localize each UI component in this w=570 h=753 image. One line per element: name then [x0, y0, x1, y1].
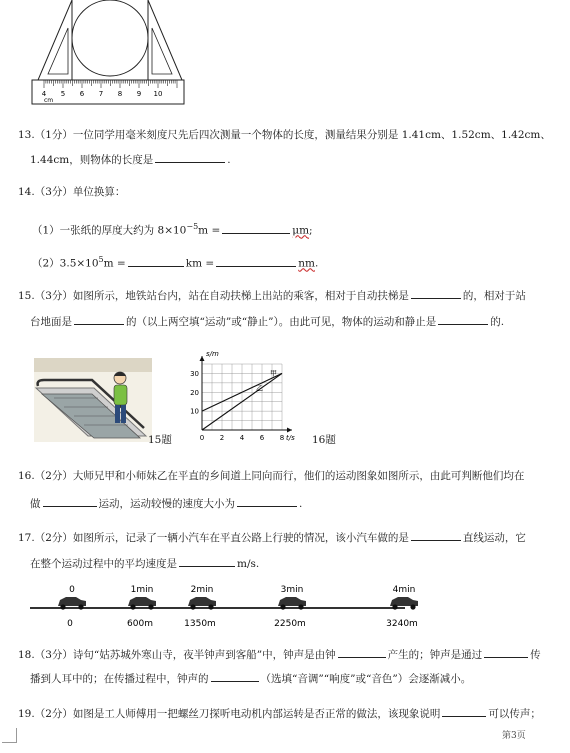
q14-p1-mid: m =: [198, 224, 221, 237]
car-distance-label: 2250m: [274, 619, 306, 629]
ruler-tick-label: 8: [117, 90, 123, 98]
q14-p2-mid: m =: [103, 257, 126, 270]
page-number: 第3页: [502, 731, 526, 741]
q18-line1c: 传: [530, 649, 541, 661]
q17-line1b: 直线运动，它: [462, 532, 526, 544]
x-tick-label: 6: [259, 434, 265, 442]
x-axis-label: t/s: [286, 434, 295, 442]
x-tick-label: 8: [279, 434, 285, 442]
ruler-tick-label: 10: [153, 90, 163, 98]
fig16-caption: 16题: [312, 434, 336, 446]
series-label-a: 甲: [270, 369, 277, 378]
q17-blank-2[interactable]: [179, 555, 235, 567]
car-time-label: 0: [69, 585, 75, 595]
question-16-line2: [30, 495, 302, 511]
question-15-line1: [18, 287, 526, 303]
q14-p2-pre: （2）3.5×10: [32, 257, 99, 270]
question-19-line1: [18, 705, 541, 721]
left-triangle: [38, 0, 72, 80]
q15-blank-2[interactable]: [74, 313, 124, 325]
q14-p1-exp: −5: [186, 222, 199, 231]
q16-blank-2[interactable]: [237, 495, 297, 507]
car-time-label: 2min: [190, 585, 214, 595]
q15-line2: 台地面是: [30, 316, 72, 328]
q15-line1b: 的，相对于站: [462, 290, 526, 302]
q13-blank[interactable]: [155, 151, 225, 163]
q15-line1: 15.（3分）如图所示，地铁站台内，站在自动扶梯上出站的乘客，相对于自动扶梯是: [18, 290, 409, 302]
ruler-circle-figure: [30, 0, 190, 110]
q14-blank-1[interactable]: [222, 222, 290, 234]
q15-blank-3[interactable]: [438, 313, 488, 325]
q14-p2-end: .: [314, 257, 319, 270]
ruler-ticks: [44, 80, 177, 88]
question-14-part2: [32, 253, 318, 271]
q18-blank-1[interactable]: [338, 646, 386, 658]
q19-line1: 19.（2分）如图是工人师傅用一把螺丝刀探听电动机内部运转是否正常的做法，该现象说明: [18, 708, 441, 720]
q16-line2: 做: [30, 498, 41, 510]
ruler-unit: cm: [44, 97, 54, 104]
question-13-line2: [30, 151, 231, 167]
x-tick-label: 0: [199, 434, 205, 442]
question-14-part1: [32, 220, 313, 238]
q18-line2b: （选填“音调”“响度”或“音色”）会逐渐减小。: [260, 673, 472, 685]
x-arrow: [287, 428, 292, 433]
car-distance-label: 600m: [127, 619, 153, 629]
car-time-label: 1min: [130, 585, 154, 595]
q16-line2b: 运动，运动较慢的速度大小为: [98, 498, 235, 510]
question-13: [18, 128, 551, 142]
question-16-line1: [18, 469, 524, 483]
q15-line2c: 的.: [490, 316, 505, 328]
q14-p1-end: ;: [309, 224, 313, 237]
q18-line2: 播到人耳中的；在传播过程中，钟声的: [30, 673, 209, 685]
question-18-line1: [18, 646, 541, 662]
q14-p1-unit: μm: [292, 224, 310, 237]
measured-circle: [72, 0, 148, 76]
question-14-title: [18, 185, 125, 199]
ruler-tick-label: 7: [98, 90, 104, 98]
q17-blank-1[interactable]: [411, 529, 461, 541]
x-tick-label: 2: [219, 434, 225, 442]
question-17-line2: [30, 555, 259, 571]
q16-line1: 16.（2分）大师兄甲和小师妹乙在平直的乡间道上同向而行，他们的运动图象如图所示，由此可判断他们均在: [18, 470, 525, 482]
q14-blank-2[interactable]: [128, 255, 184, 267]
q16-blank-1[interactable]: [43, 495, 97, 507]
q13-text2: 1.44cm，则物体的长度是: [30, 154, 154, 166]
q17-line2b: m/s.: [237, 558, 260, 570]
ruler-tick-label: 6: [79, 90, 85, 98]
y-tick-label: 10: [190, 407, 199, 416]
q14-p2-unit: nm: [298, 257, 315, 270]
q15-blank-1[interactable]: [411, 287, 461, 299]
y-tick-label: 20: [190, 388, 199, 397]
question-15-line2: [30, 313, 504, 329]
fig15-caption: 15题: [148, 434, 172, 446]
question-18-line2: [30, 670, 471, 686]
q17-line2: 在整个运动过程中的平均速度是: [30, 558, 177, 570]
q18-line1b: 产生的；钟声是通过: [387, 649, 483, 661]
q19-blank-1[interactable]: [442, 705, 486, 717]
y-tick-label: 30: [190, 369, 199, 378]
car-distance-label: 1350m: [184, 619, 216, 629]
right-triangle: [148, 0, 182, 80]
x-tick-label: 4: [239, 434, 245, 442]
ruler-tick-label: 9: [136, 90, 142, 98]
q13-end: .: [227, 154, 231, 166]
ruler-tick-label: 4: [41, 90, 47, 98]
q17-line1: 17.（2分）如图所示，记录了一辆小汽车在平直公路上行驶的情况，该小汽车做的是: [18, 532, 409, 544]
q14-blank-3[interactable]: [216, 255, 296, 267]
car-time-label: 3min: [280, 585, 304, 595]
q18-blank-3[interactable]: [211, 670, 259, 682]
y-axis-label: s/m: [206, 350, 219, 358]
q14-title: 14.（3分）单位换算：: [18, 186, 126, 198]
car-distance-label: 3240m: [386, 619, 418, 629]
car-distance-label: 0: [67, 619, 73, 629]
q16-line2c: .: [299, 498, 303, 510]
question-17-line1: [18, 529, 526, 545]
cars-figure: [30, 582, 418, 630]
q14-p2-exp: 5: [98, 255, 104, 264]
series-label-b: 乙: [256, 384, 263, 393]
q14-p2-km: km =: [185, 257, 215, 270]
q14-p1-pre: （1）一张纸的厚度大约为 8×10: [32, 224, 187, 237]
ruler-tick-label: 5: [60, 90, 66, 98]
q18-blank-2[interactable]: [484, 646, 528, 658]
q18-line1: 18.（3分）诗句“姑苏城外寒山寺，夜半钟声到客船”中，钟声是由钟: [18, 649, 336, 661]
st-graph: [186, 348, 304, 446]
q19-line1b: 可以传声；: [488, 708, 541, 720]
y-arrow: [200, 356, 205, 361]
escalator-figure: [34, 358, 152, 442]
q15-line2b: 的（以上两空填“运动”或“静止”）。由此可见，物体的运动和静止是: [126, 316, 437, 328]
q13-text: 13.（1分）一位同学用毫米刻度尺先后四次测量一个物体的长度，测量结果分别是 1.41cm、1.52cm、1.42cm、: [18, 129, 551, 141]
car-time-label: 4min: [392, 585, 416, 595]
corner-mark: [2, 728, 17, 743]
